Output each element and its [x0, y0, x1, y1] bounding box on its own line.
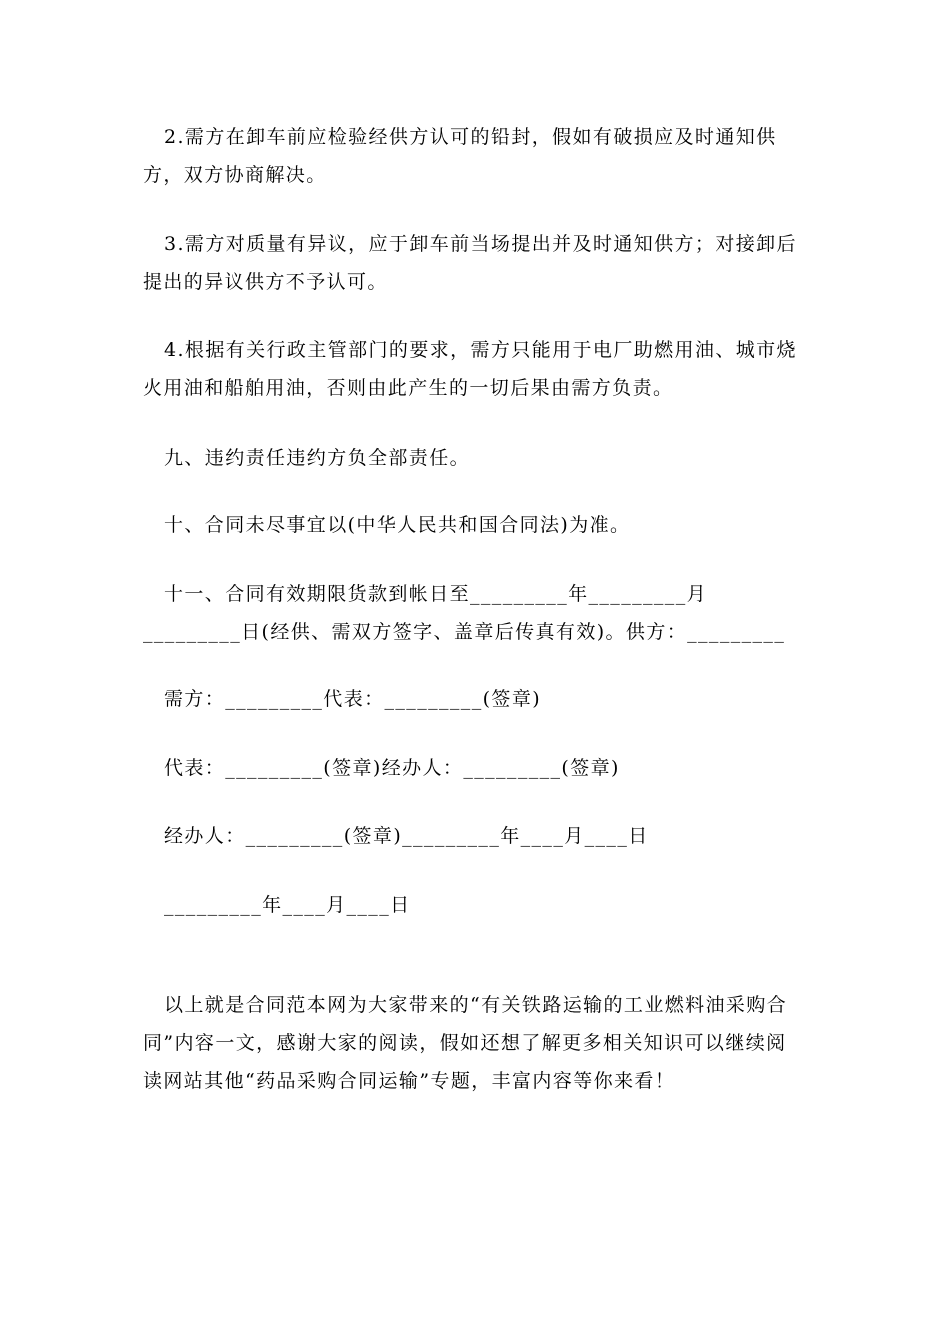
section-9-paragraph: 九、违约责任违约方负全部责任。 [164, 447, 471, 469]
closing-paragraph: 以上就是合同范本网为大家带来的“有关铁路运输的工业燃料油采购合同”内容一文，感谢大家的阅读，假如还想了解更多相关知识可以继续阅读网站其他“药品采购合同运输”专题，丰富内容等你来看！ [143, 994, 788, 1092]
representative-signature-line: 代表：_________(签章)经办人：_________(签章) [164, 757, 620, 779]
date-line: _________年____月____日 [164, 894, 411, 916]
clause-4-paragraph: 4.根据有关行政主管部门的要求，需方只能用于电厂助燃用油、城市烧火用油和船舶用油，否则由此产生的一切后果由需方负责。 [143, 339, 797, 399]
buyer-signature-line: 需方：_________代表：_________(签章) [164, 688, 542, 710]
section-10-paragraph: 十、合同未尽事宜以(中华人民共和国合同法)为准。 [164, 514, 631, 536]
section-11-paragraph: 十一、合同有效期限货款到帐日至_________年_________月_________日(经供、需双方签字、盖章后传真有效)。供方：_________ [143, 583, 786, 643]
clause-2-paragraph: 2.需方在卸车前应检验经供方认可的铅封，假如有破损应及时通知供方，双方协商解决。 [143, 126, 777, 186]
handler-signature-line: 经办人：_________(签章)_________年____月____日 [164, 825, 649, 847]
clause-3-paragraph: 3.需方对质量有异议，应于卸车前当场提出并及时通知供方；对接卸后提出的异议供方不予认可。 [143, 233, 797, 293]
